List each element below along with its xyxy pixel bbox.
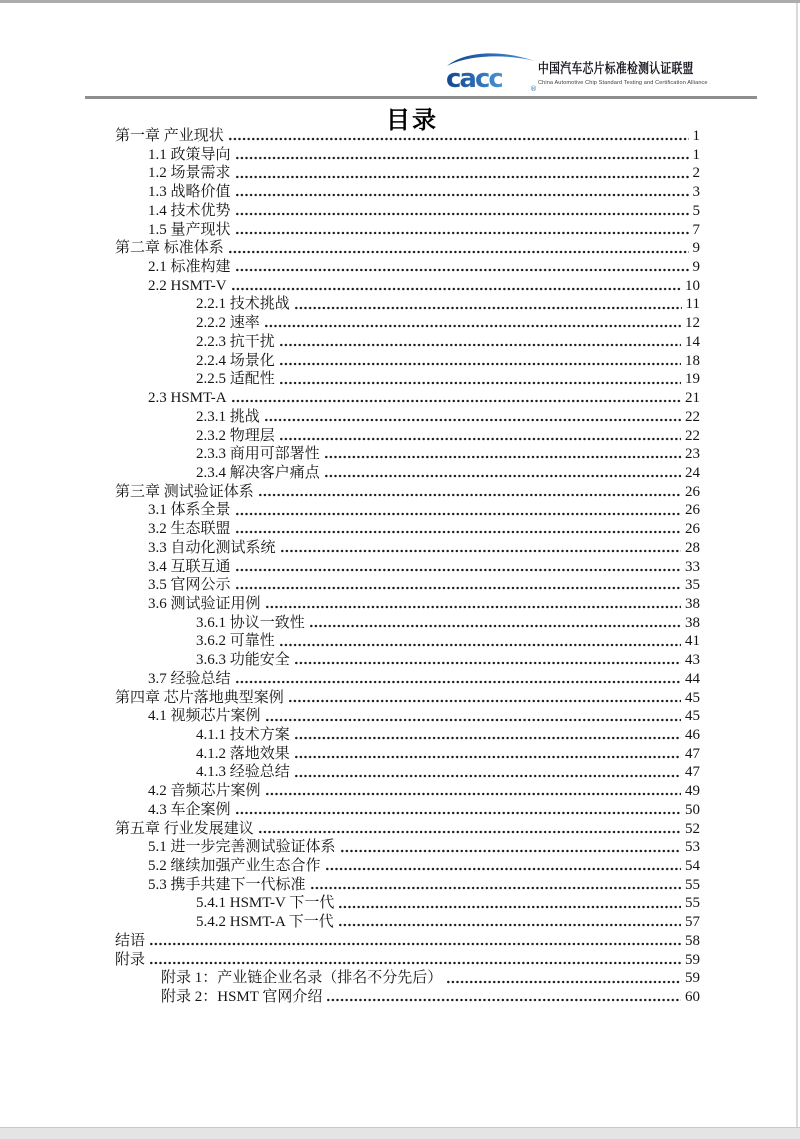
dot-leader [231,801,685,820]
toc-entry[interactable] [0,445,800,464]
toc-entry-label: 3.1 体系全景 [148,502,231,519]
brand-name-zh: 中国汽车芯片标准检测认证联盟 [538,61,694,76]
toc-entry[interactable] [0,352,800,371]
toc-entry[interactable] [0,146,800,165]
toc-entry-label: 附录 1：产业链企业名录（排名不分先后） [161,970,443,987]
toc-entry-label: 2.3.3 商用可部署性 [196,446,320,463]
toc-entry[interactable] [0,258,800,277]
logo-registered-mark: ® [530,85,537,93]
toc-entry[interactable] [0,539,800,558]
toc-entry-page: 18 [685,352,700,369]
toc-entry[interactable] [0,277,800,296]
toc-entry-page: 57 [685,914,700,931]
dot-leader [145,951,685,970]
dot-leader [305,614,685,633]
dot-leader [231,258,693,277]
dot-leader [231,670,685,689]
toc-entry-label: 2.3.4 解决客户痛点 [196,464,320,481]
dot-leader [275,632,685,651]
toc-entry-page: 23 [685,446,700,463]
toc-entry-page: 7 [692,221,700,238]
toc-entry-page: 52 [685,820,700,837]
toc-entry-label: 2.2.3 抗干扰 [196,333,275,350]
dot-leader [442,969,685,988]
dot-leader [290,745,685,764]
toc-entry-label: 1.5 量产现状 [148,221,231,238]
toc-entry[interactable] [0,389,800,408]
toc-entry[interactable] [0,295,800,314]
brand-text-block [538,57,768,86]
toc-entry-page: 46 [685,727,700,743]
toc-entry[interactable] [0,576,800,595]
toc-entry-label: 4.2 音频芯片案例 [148,783,261,800]
toc-entry[interactable] [0,464,800,483]
toc-entry-page: 2 [692,165,700,182]
toc-entry-label: 3.4 互联互通 [148,558,231,575]
dot-leader [275,370,685,389]
toc-entry[interactable] [0,763,800,782]
toc-entry-label: 2.3.1 挑战 [196,408,260,425]
toc-entry-page: 38 [685,614,700,631]
toc-entry-page: 5 [692,202,700,219]
toc-entry[interactable] [0,314,800,333]
header-divider [85,96,757,99]
toc-entry-label: 2.2.1 技术挑战 [196,296,290,313]
toc-entry[interactable] [0,707,800,726]
toc-entry-label: 3.6.1 协议一致性 [196,614,305,631]
viewer-bottom-edge [0,1127,800,1139]
toc-entry-label: 2.3.2 物理层 [196,427,275,444]
dot-leader [322,988,685,1007]
toc-entry[interactable] [0,127,800,146]
dot-leader [227,389,685,408]
toc-entry[interactable] [0,558,800,577]
cacc-logo-icon [446,50,538,94]
toc-entry[interactable] [0,370,800,389]
toc-entry[interactable] [0,483,800,502]
viewer-top-edge [0,0,800,3]
toc-entry-label: 4.1.1 技术方案 [196,727,290,743]
toc-entry-label: 3.2 生态联盟 [148,521,231,538]
dot-leader [320,464,685,483]
toc-entry[interactable] [0,913,800,932]
toc-entry[interactable] [0,427,800,446]
toc-entry[interactable] [0,614,800,633]
toc-entry-page: 49 [685,783,700,800]
toc-entry-label: 附录 2：HSMT 官网介绍 [161,989,323,1006]
toc-entry-label: 5.3 携手共建下一代标准 [148,876,306,893]
dot-leader [231,558,685,577]
toc-entry-label: 5.2 继续加强产业生态合作 [148,858,321,875]
cacc-logo [446,50,538,94]
toc-entry-page: 35 [685,577,700,594]
toc-entry[interactable] [0,820,800,839]
toc-entry[interactable] [0,202,800,221]
toc-entry-label: 第三章 测试验证体系 [115,483,254,500]
toc-entry-page: 24 [685,464,700,481]
toc-entry[interactable] [0,857,800,876]
toc-entry-page: 54 [685,858,700,875]
toc-entry-label: 2.2 HSMT-V [148,277,227,294]
toc-entry-label: 第四章 芯片落地典型案例 [115,689,284,706]
toc-entry-page: 12 [685,315,700,332]
dot-leader [290,295,686,314]
logo-wordmark: cacc [446,64,502,94]
toc-entry-label: 4.3 车企案例 [148,801,231,818]
toc-entry-page: 22 [685,427,700,444]
toc-entry[interactable] [0,520,800,539]
toc-entry-page: 19 [685,371,700,388]
dot-leader [227,277,685,296]
toc-entry-page: 38 [685,595,700,612]
dot-leader [254,483,685,502]
dot-leader [231,202,693,221]
dot-leader [231,221,693,240]
toc-entry-page: 9 [692,240,700,257]
dot-leader [284,689,685,708]
toc-entry-label: 2.2.4 场景化 [196,352,275,369]
toc-entry-page: 60 [685,989,700,1006]
toc-entry-page: 55 [685,876,700,893]
brand-name-en: China Automotive Chip Standard Testing and Certification Alliance [538,79,708,86]
toc-entry[interactable] [0,969,800,988]
toc-entry-page: 55 [685,895,700,912]
toc-entry[interactable] [0,632,800,651]
toc-entry-label: 第二章 标准体系 [115,240,224,257]
toc-entry-page: 50 [685,801,700,818]
toc-entry[interactable] [0,670,800,689]
dot-leader [231,520,685,539]
toc-entry[interactable] [0,894,800,913]
toc-entry-label: 1.2 场景需求 [148,165,231,182]
toc-entry-page: 3 [692,184,700,201]
dot-leader [224,239,693,258]
toc-entry-label: 3.7 经验总结 [148,670,231,687]
dot-leader [231,183,693,202]
toc-entry[interactable] [0,951,800,970]
toc-entry[interactable] [0,595,800,614]
toc-entry[interactable] [0,726,800,745]
toc-entry-label: 1.4 技术优势 [148,202,231,219]
toc-entry[interactable] [0,838,800,857]
toc-entry-label: 4.1.3 经验总结 [196,764,290,781]
dot-leader [261,595,685,614]
toc-entry[interactable] [0,221,800,240]
toc-entry[interactable] [0,745,800,764]
toc-entry[interactable] [0,801,800,820]
toc-entry-label: 第五章 行业发展建议 [115,820,254,837]
toc-entry[interactable] [0,689,800,708]
dot-leader [334,913,685,932]
dot-leader [275,352,685,371]
toc-entry-label: 3.6 测试验证用例 [148,595,261,612]
toc-entry-page: 21 [685,390,700,407]
dot-leader [306,876,685,895]
toc-entry-label: 结语 [115,932,146,949]
toc-entry-label: 3.6.3 功能安全 [196,652,290,669]
toc-entry[interactable] [0,164,800,183]
dot-leader [336,838,685,857]
toc-entry-label: 3.5 官网公示 [148,577,231,594]
toc-entry-page: 28 [685,539,700,556]
toc-list [0,127,800,1007]
toc-entry-page: 59 [685,951,700,968]
toc-entry-page: 47 [685,745,700,762]
toc-entry-page: 1 [692,146,700,163]
toc-entry-page: 59 [685,970,700,987]
toc-entry-page: 14 [685,333,700,350]
dot-leader [260,408,685,427]
toc-entry-label: 2.2.5 适配性 [196,371,275,388]
page-right-edge [796,3,798,1127]
toc-entry[interactable] [0,408,800,427]
toc-entry[interactable] [0,239,800,258]
dot-leader [276,539,685,558]
toc-entry-page: 45 [685,708,700,725]
toc-entry-label: 2.2.2 速率 [196,315,260,332]
dot-leader [275,427,685,446]
toc-entry-page: 53 [685,839,700,856]
toc-entry-label: 4.1 视频芯片案例 [148,708,261,725]
toc-entry[interactable] [0,932,800,951]
dot-leader [290,651,685,670]
toc-entry-label: 1.1 政策导向 [148,146,231,163]
toc-entry[interactable] [0,988,800,1007]
dot-leader [290,726,685,745]
toc-entry-label: 1.3 战略价值 [148,184,231,201]
toc-entry-page: 1 [692,128,700,144]
toc-entry-page: 58 [685,932,700,949]
toc-entry[interactable] [0,782,800,801]
toc-entry-page: 26 [685,483,700,500]
dot-leader [261,782,685,801]
dot-leader [321,857,685,876]
toc-entry[interactable] [0,651,800,670]
toc-entry-label: 4.1.2 落地效果 [196,745,290,762]
dot-leader [275,333,685,352]
toc-entry-label: 5.4.1 HSMT-V 下一代 [196,895,335,912]
toc-entry[interactable] [0,501,800,520]
dot-leader [224,127,693,146]
dot-leader [254,820,685,839]
toc-entry-page: 26 [685,502,700,519]
toc-entry-label: 第一章 产业现状 [115,128,224,144]
toc-entry-page: 11 [685,296,700,313]
toc-entry-label: 3.6.2 可靠性 [196,633,275,650]
dot-leader [320,445,685,464]
dot-leader [231,501,685,520]
toc-entry-page: 9 [692,259,700,276]
toc-entry-page: 43 [685,652,700,669]
dot-leader [261,707,685,726]
dot-leader [231,576,685,595]
toc-entry-page: 45 [685,689,700,706]
toc-entry-label: 3.3 自动化测试系统 [148,539,276,556]
toc-entry-page: 22 [685,408,700,425]
toc-entry-page: 10 [685,277,700,294]
toc-entry-label: 5.1 进一步完善测试验证体系 [148,839,336,856]
toc-entry[interactable] [0,876,800,895]
dot-leader [231,164,693,183]
toc-entry-page: 44 [685,670,700,687]
toc-entry-label: 附录 [115,951,146,968]
toc-entry-label: 5.4.2 HSMT-A 下一代 [196,914,334,931]
page-title: 目录 [386,107,438,134]
toc-entry-page: 47 [685,764,700,781]
toc-entry[interactable] [0,183,800,202]
toc-entry-label: 2.1 标准构建 [148,259,231,276]
dot-leader [260,314,685,333]
toc-entry-label: 2.3 HSMT-A [148,390,227,407]
dot-leader [145,932,685,951]
toc-entry-page: 26 [685,521,700,538]
toc-entry-page: 41 [685,633,700,650]
toc-entry-page: 33 [685,558,700,575]
toc-entry[interactable] [0,333,800,352]
dot-leader [334,894,685,913]
dot-leader [290,763,685,782]
dot-leader [231,146,693,165]
